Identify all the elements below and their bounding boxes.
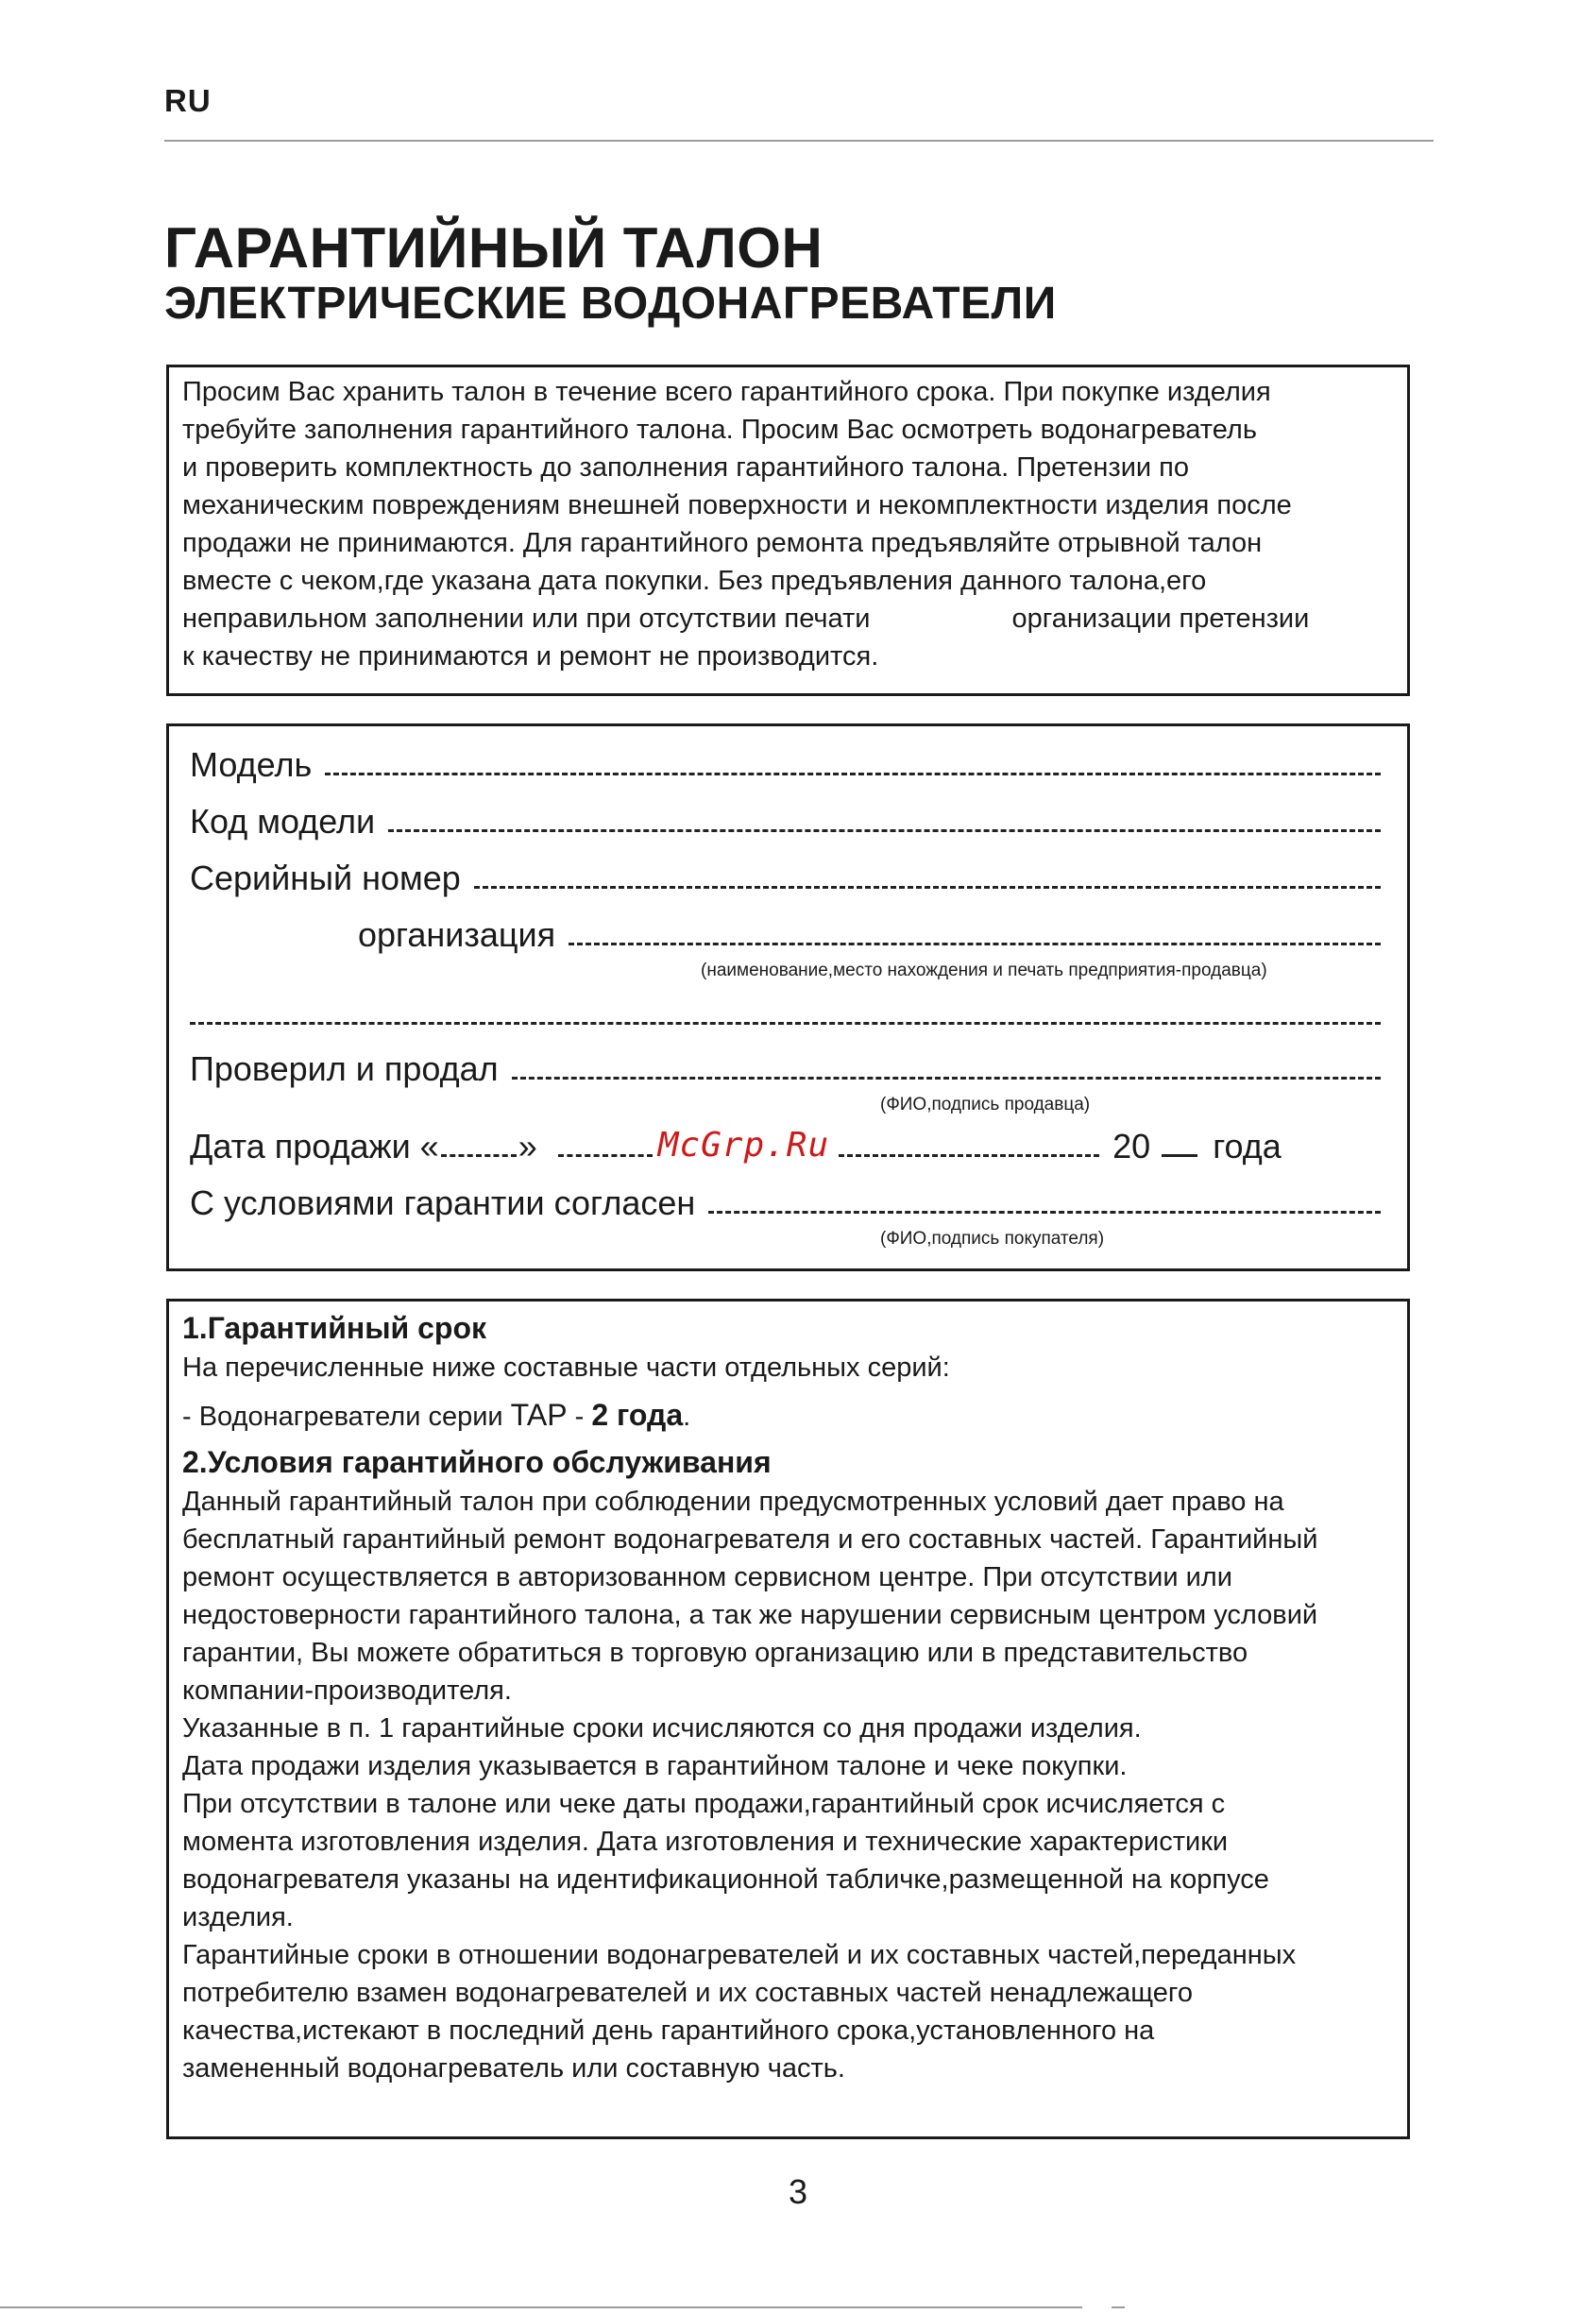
- intro-line-part: неправильном заполнении или при отсутствии печати: [182, 604, 871, 634]
- terms-line: При отсутствии в талоне или чеке даты продажи,гарантийный срок исчисляется с: [182, 1789, 1226, 1819]
- footer-divider-end: [1112, 2306, 1125, 2308]
- watermark-text: McGrp.Ru: [657, 1126, 830, 1165]
- agreed-row: [190, 1178, 1381, 1223]
- series-dash: -: [574, 1402, 585, 1432]
- model-code-row: [190, 796, 1381, 842]
- intro-line: продажи не принимаются. Для гарантийного ремонта предъявляйте отрывной талон: [182, 528, 1263, 558]
- intro-line: вместе с чеком,где указана дата покупки. Без предъявления данного талона,его: [182, 566, 1207, 596]
- year-prefix: 20: [1112, 1127, 1151, 1166]
- sale-month-field-a[interactable]: [558, 1154, 653, 1157]
- organization-extra-field[interactable]: [190, 1022, 1381, 1025]
- agreed-label: С условиями гарантии согласен: [190, 1183, 696, 1222]
- serial-field[interactable]: [474, 886, 1381, 889]
- organization-extra-row: [190, 989, 1381, 1034]
- model-label: Модель: [190, 745, 313, 784]
- serial-label: Серийный номер: [190, 859, 461, 897]
- checked-sold-label: Проверил и продал: [190, 1049, 499, 1088]
- terms-line: ремонт осуществляется в авторизованном сервисном центре. При отсутствии или: [182, 1562, 1232, 1592]
- terms-line: компании-производителя.: [182, 1676, 512, 1706]
- organization-field[interactable]: [569, 943, 1381, 945]
- sale-date-row: [190, 1121, 1381, 1166]
- series-end: .: [683, 1402, 691, 1432]
- terms-line: момента изготовления изделия. Дата изготовления и технические характеристики: [182, 1827, 1229, 1857]
- language-label: RU: [164, 83, 212, 118]
- model-code-label: Код модели: [190, 802, 376, 841]
- section-2-title: 2.Условия гарантийного обслуживания: [182, 1445, 772, 1479]
- terms-line: Данный гарантийный талон при соблюдении предусмотренных условий дает право на: [182, 1487, 1284, 1517]
- organization-row: [358, 910, 1381, 955]
- warranty-terms-box: [166, 1299, 1410, 2139]
- warranty-period: 2 года: [591, 1398, 684, 1432]
- series-line: [182, 1394, 1388, 1438]
- intro-line-part: организации претензии: [1011, 604, 1310, 634]
- year-field[interactable]: [1162, 1154, 1197, 1157]
- intro-line: [182, 600, 1384, 638]
- year-suffix: года: [1213, 1127, 1282, 1166]
- warranty-form-box: [166, 723, 1410, 1271]
- terms-line: водонагревателя указаны на идентификационной табличке,размещенной на корпусе: [182, 1864, 1269, 1895]
- page-title: ГАРАНТИЙНЫЙ ТАЛОН: [164, 216, 823, 280]
- seller-hint: (ФИО,подпись продавца): [880, 1095, 1091, 1114]
- terms-line: Указанные в п. 1 гарантийные сроки исчисляются со дня продажи изделия.: [182, 1713, 1142, 1744]
- intro-line: Просим Вас хранить талон в течение всего гарантийного срока. При покупке изделия: [182, 377, 1271, 407]
- terms-line: Дата продажи изделия указывается в гарантийном талоне и чеке покупки.: [182, 1751, 1128, 1781]
- sale-month-field-b[interactable]: [839, 1154, 1099, 1157]
- terms-line: качества,истекают в последний день гарантийного срока,установленного на: [182, 2016, 1155, 2046]
- intro-notice-box: [166, 365, 1410, 696]
- sale-day-field[interactable]: [441, 1154, 517, 1157]
- quote-close: »: [518, 1127, 537, 1166]
- terms-line: изделия.: [182, 1902, 294, 1932]
- intro-line: к качеству не принимаются и ремонт не производится.: [182, 641, 879, 672]
- section-1-title: 1.Гарантийный срок: [182, 1311, 487, 1345]
- sale-date-label: Дата продажи «: [190, 1127, 439, 1166]
- serial-row: [190, 853, 1381, 898]
- terms-line: замененный водонагреватель или составную часть.: [182, 2053, 845, 2084]
- terms-line: потребителю взамен водонагревателей и их составных частей ненадлежащего: [182, 1978, 1193, 2008]
- buyer-hint: (ФИО,подпись покупателя): [880, 1229, 1105, 1249]
- page-number: 3: [788, 2172, 808, 2211]
- footer-divider: [0, 2306, 1082, 2308]
- terms-line: бесплатный гарантийный ремонт водонагревателя и его составных частей. Гарантийный: [182, 1524, 1318, 1555]
- page-subtitle: ЭЛЕКТРИЧЕСКИЕ ВОДОНАГРЕВАТЕЛИ: [164, 279, 1057, 329]
- model-field[interactable]: [325, 773, 1381, 775]
- terms-line: Гарантийные сроки в отношении водонагревателей и их составных частей,переданных: [182, 1940, 1297, 1970]
- organization-label: организация: [358, 915, 556, 954]
- series-name: TAP: [510, 1398, 568, 1432]
- model-code-field[interactable]: [388, 829, 1381, 832]
- intro-line: механическим повреждениям внешней поверхности и некомплектности изделия после: [182, 490, 1292, 520]
- series-prefix: - Водонагреватели серии: [182, 1402, 503, 1432]
- terms-line: недостоверности гарантийного талона, а так же нарушении сервисным центром условий: [182, 1600, 1318, 1630]
- organization-hint: (наименование,место нахождения и печать предприятия-продавца): [701, 961, 1267, 980]
- intro-line: и проверить комплектность до заполнения гарантийного талона. Претензии по: [182, 452, 1190, 483]
- buyer-field[interactable]: [708, 1211, 1381, 1214]
- header-divider: [164, 140, 1434, 142]
- section-1-text: На перечисленные ниже составные части отдельных серий:: [182, 1353, 950, 1383]
- seller-row: [190, 1044, 1381, 1089]
- model-row: [190, 740, 1381, 785]
- terms-line: гарантии, Вы можете обратиться в торговую организацию или в представительство: [182, 1638, 1248, 1668]
- seller-field[interactable]: [512, 1077, 1381, 1080]
- intro-line: требуйте заполнения гарантийного талона. Просим Вас осмотреть водонагреватель: [182, 415, 1257, 445]
